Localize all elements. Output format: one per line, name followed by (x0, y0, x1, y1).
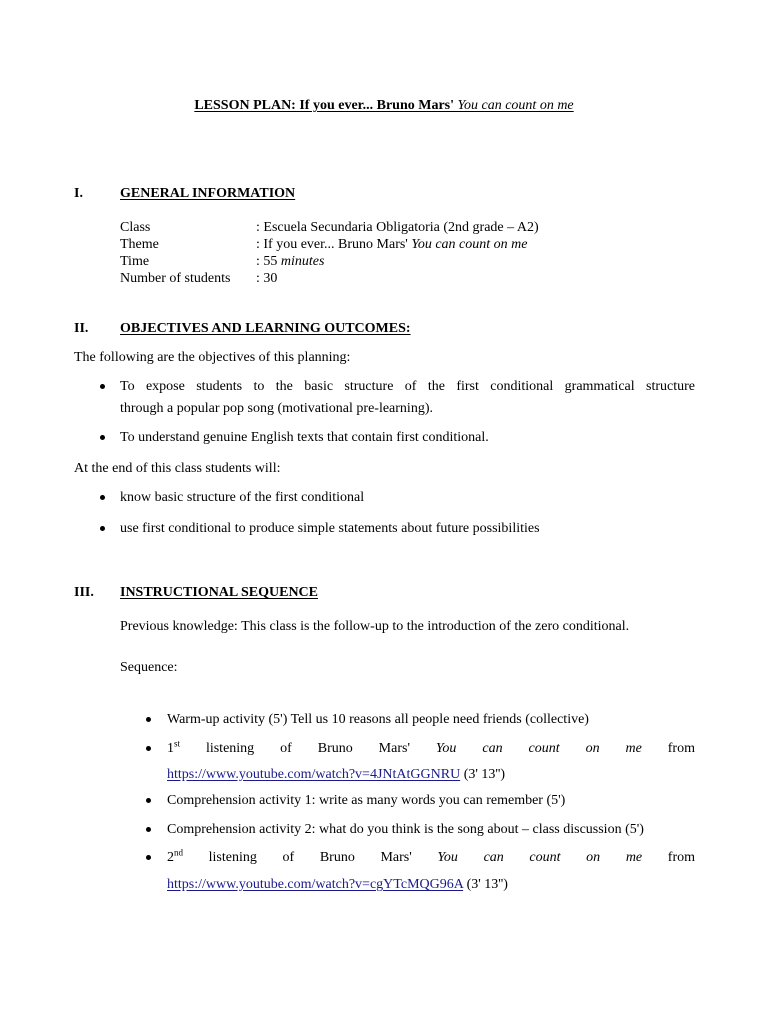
sequence-warmup: Warm-up activity (5') Tell us 10 reasons all people need friends (collective) (167, 712, 589, 727)
section-1-number: I. (74, 186, 83, 201)
title-bold: LESSON PLAN: If you ever... Bruno Mars' (194, 98, 454, 113)
listening-2-source: https://www.youtube.com/watch?v=cgYTcMQG96A (3' 13'') (167, 877, 508, 892)
outcome-1: know basic structure of the first conditional (120, 490, 365, 505)
bullet-icon (146, 855, 151, 860)
objective-1-line-1: To expose students to the basic structure of the first conditional grammatical structure (120, 379, 695, 394)
listening-1-source: https://www.youtube.com/watch?v=4JNtAtGGNRU (3' 13'') (167, 767, 506, 782)
section-2-number: II. (74, 321, 89, 336)
page-title (0, 97, 768, 114)
info-label-time: Time (120, 254, 150, 269)
sequence-listening-2: 2nd listening of Bruno Mars' You can count on me from (167, 847, 695, 865)
section-3-title: INSTRUCTIONAL SEQUENCE (120, 585, 318, 600)
sequence-listening-1: 1st listening of Bruno Mars' You can count on me from (167, 738, 695, 756)
sequence-comprehension-1: Comprehension activity 1: write as many words you can remember (5') (167, 793, 566, 808)
outcomes-intro: At the end of this class students will: (74, 461, 281, 476)
info-label-theme: Theme (120, 237, 159, 252)
info-value-theme: : If you ever... Bruno Mars' You can count on me (256, 237, 528, 252)
info-label-students: Number of students (120, 271, 231, 286)
youtube-link-1[interactable]: https://www.youtube.com/watch?v=4JNtAtGGNRU (167, 767, 461, 782)
info-value-students: : 30 (256, 271, 278, 286)
bullet-icon (100, 384, 105, 389)
previous-knowledge: Previous knowledge: This class is the follow-up to the introduction of the zero conditional. (120, 619, 630, 634)
title-italic: You can count on me (457, 98, 574, 113)
youtube-link-2[interactable]: https://www.youtube.com/watch?v=cgYTcMQG96A (167, 877, 464, 892)
bullet-icon (100, 495, 105, 500)
bullet-icon (146, 746, 151, 751)
info-value-time: : 55 minutes (256, 254, 325, 269)
info-label-class: Class (120, 220, 151, 235)
bullet-icon (146, 827, 151, 832)
outcome-2: use first conditional to produce simple statements about future possibilities (120, 521, 540, 536)
objective-2: To understand genuine English texts that contain first conditional. (120, 430, 489, 445)
objectives-intro: The following are the objectives of this planning: (74, 350, 351, 365)
bullet-icon (100, 435, 105, 440)
sequence-comprehension-2: Comprehension activity 2: what do you think is the song about – class discussion (5') (167, 822, 644, 837)
info-value-class: : Escuela Secundaria Obligatoria (2nd grade – A2) (256, 220, 539, 235)
sequence-label: Sequence: (120, 660, 178, 675)
section-1-title: GENERAL INFORMATION (120, 186, 296, 201)
section-3-number: III. (74, 585, 94, 600)
bullet-icon (100, 526, 105, 531)
section-2-title: OBJECTIVES AND LEARNING OUTCOMES: (120, 321, 411, 336)
objective-1-line-2: through a popular pop song (motivational pre-learning). (120, 401, 433, 416)
bullet-icon (146, 717, 151, 722)
bullet-icon (146, 798, 151, 803)
